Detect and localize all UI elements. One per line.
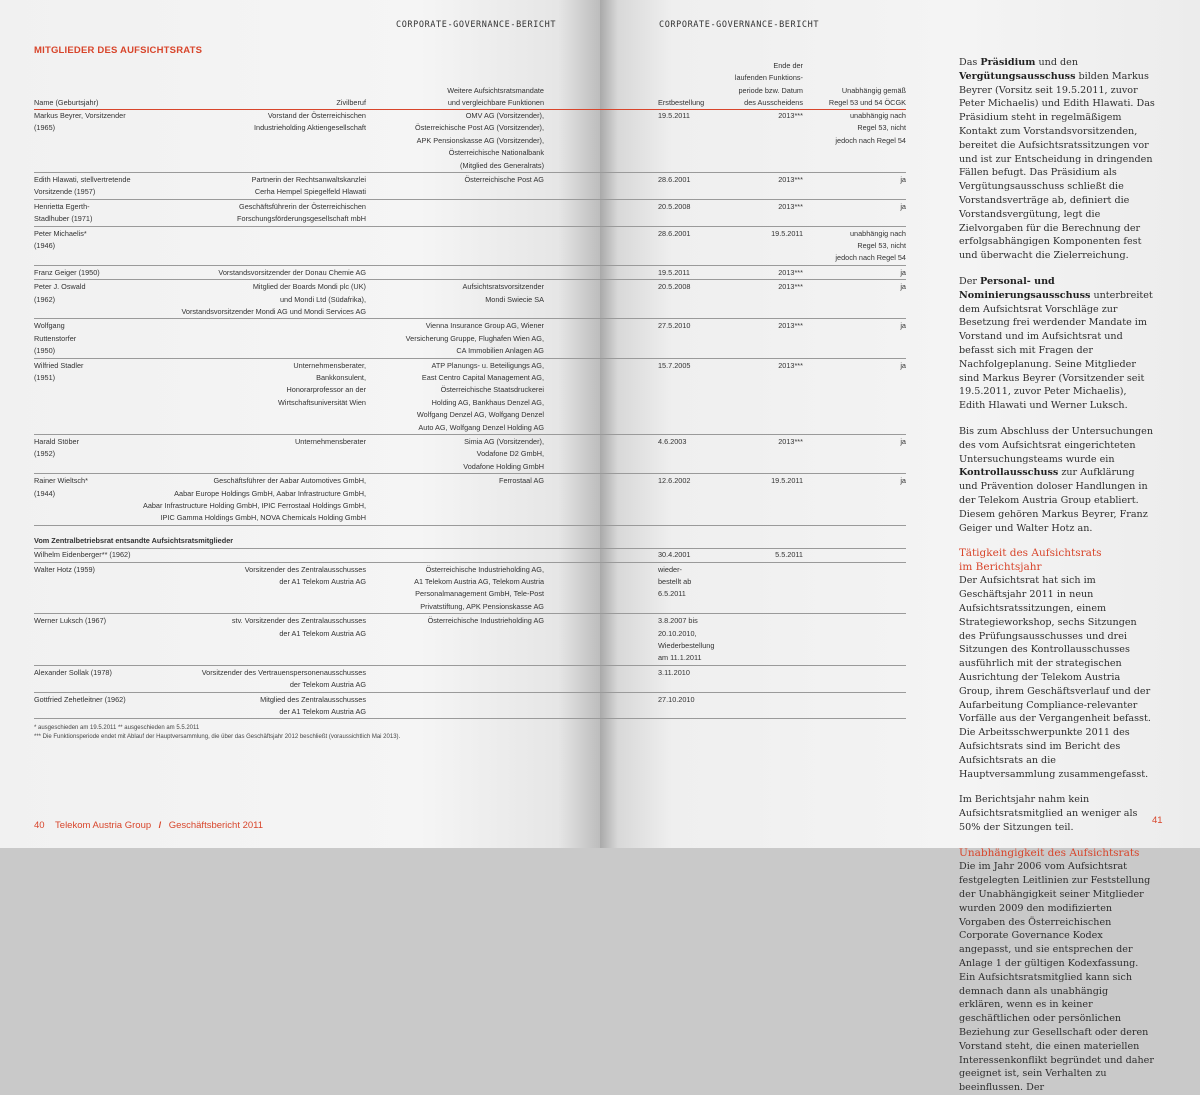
cell-mandate: Österreichische Post AG (Vorsitzender), — [415, 123, 544, 133]
row-divider — [34, 473, 906, 474]
cell-beruf: der A1 Telekom Austria AG — [279, 628, 366, 638]
cell-mandate: Privatstiftung, APK Pensionskasse AG — [420, 601, 544, 611]
column-header-name: Name (Geburtsjahr) — [34, 98, 99, 107]
paragraph-text: Das — [959, 57, 981, 68]
cell-mandate: OMV AG (Vorsitzender), — [465, 111, 544, 120]
cell-unab: unabhängig nach — [850, 111, 906, 120]
side-text-column — [959, 56, 1155, 1095]
cell-name: (1944) — [34, 488, 56, 498]
cell-unab: ja — [900, 437, 906, 446]
cell-beruf: der Telekom Austria AG — [289, 680, 366, 690]
footnote: *** Die Funktionsperiode endet mit Ablauf der Hauptversammlung, die über das Geschäftsjahr 2012 beschließt (voraussichtlich Mai 2013). — [34, 734, 401, 741]
paragraph-text: unterbreitet dem Aufsichtsrat Vorschläge zur Besetzung frei werdender Mandate im Vorstand und im Aufsichtsrat und befasst sich mit Fragen der Nachfolgeplanung. Seine Mitglieder sind Markus Beyrer (Vorsitzender seit 19.5.2011, zuvor Peter Michaelis), Edith Hlawati und Werner Luksch. — [959, 289, 1153, 412]
paragraph-text: Die im Jahr 2006 vom Aufsichtsrat festgelegten Leitlinien zur Feststellung der Unabhängigkeit seiner Mitglieder wurden 2009 den modifizierten Vorgaben des Österreichischen Corporate Governance Kodex angepasst, und sie entsprechen der Anlage 1 der gültigen Kodexfassung. Ein Aufsichtsratsmitglied kann sich demnach dann als unabhängig erklären, wenn es in keiner geschäftlichen oder persönlichen Beziehung zur Gesellschaft oder deren Vorstand steht, die einen materiellen Interessenkonflikt begründet und daher geeignet ist, sein Verhalten zu beeinflussen. Der — [959, 861, 1154, 1094]
row-divider — [34, 692, 906, 693]
cell-name: Stadlhuber (1971) — [34, 214, 93, 224]
cell-name: (1952) — [34, 449, 56, 459]
cell-mandate: Mondi Swiecie SA — [485, 294, 544, 304]
cell-erst: 6.5.2011 — [658, 589, 686, 599]
row-divider — [34, 613, 906, 614]
row-divider — [34, 525, 906, 526]
cell-erst: 20.5.2008 — [658, 201, 691, 211]
cell-unab: jedoch nach Regel 54 — [835, 253, 906, 263]
paragraph-p1 — [959, 56, 1155, 263]
paragraph-text: Im Berichtsjahr nahm kein Aufsichtsratsmitglied an weniger als 50% der Sitzungen teil. — [959, 794, 1138, 834]
footer-report: Geschäftsbericht 2011 — [168, 820, 264, 831]
row-divider — [34, 434, 906, 435]
cell-unab: ja — [900, 175, 906, 184]
cell-mandate: Österreichische Nationalbank — [448, 148, 544, 158]
cell-erst: 27.10.2010 — [658, 694, 695, 704]
cell-beruf: Partnerin der Rechtsanwaltskanzlei — [251, 175, 366, 184]
bold-term: Personal- und Nominierungsausschuss — [959, 275, 1091, 301]
paragraph-text: Der — [959, 275, 981, 287]
cell-name: Alexander Sollak (1978) — [34, 667, 112, 677]
cell-unab: Regel 53, nicht — [857, 123, 906, 133]
cell-erst: 12.6.2002 — [658, 476, 691, 486]
cell-beruf: der A1 Telekom Austria AG — [279, 707, 366, 716]
cell-ende: 2013*** — [778, 175, 803, 184]
paragraph-p6 — [959, 860, 1155, 1095]
cell-erst: 3.8.2007 bis — [658, 616, 698, 626]
cell-erst: 15.7.2005 — [658, 360, 691, 370]
row-divider — [34, 172, 906, 173]
cell-beruf: stv. Vorsitzender des Zentralausschusses — [231, 616, 366, 626]
cell-erst: 3.11.2010 — [658, 667, 690, 677]
cell-beruf: Industrieholding Aktiengesellschaft — [254, 123, 366, 133]
cell-ende: 2013*** — [778, 437, 803, 446]
side-heading-h2 — [959, 847, 1155, 861]
cell-unab: ja — [900, 201, 906, 211]
cell-beruf: und Mondi Ltd (Südafrika), — [280, 294, 366, 304]
cell-unab: ja — [900, 267, 906, 277]
paragraph-text: und den — [1035, 57, 1079, 68]
cell-mandate: Vodafone D2 GmbH, — [476, 449, 544, 459]
cell-ende: 2013*** — [778, 282, 803, 292]
paragraph-p2 — [959, 275, 1155, 413]
cell-beruf: Mitglied der Boards Mondi plc (UK) — [252, 282, 366, 292]
cell-mandate: (Mitglied des Generalrats) — [460, 160, 544, 170]
cell-mandate: Österreichische Industrieholding AG — [427, 616, 544, 626]
heading-line: Tätigkeit des Aufsichtsrats — [959, 547, 1102, 560]
column-header-ende: laufenden Funktions- — [734, 73, 803, 83]
row-divider — [34, 665, 906, 666]
cell-erst: 20.5.2008 — [658, 282, 691, 292]
cell-name: Henrietta Egerth- — [34, 201, 90, 211]
cell-ende: 2013*** — [778, 201, 803, 211]
cell-beruf: Mitglied des Zentralausschusses — [260, 694, 366, 704]
column-header-mandate: Weitere Aufsichtsratsmandate — [447, 85, 544, 95]
cell-unab: Regel 53, nicht — [857, 241, 906, 250]
paragraph-p4 — [959, 574, 1155, 781]
heading-line: Unabhängigkeit des Aufsichtsrats — [959, 846, 1140, 859]
column-header-beruf: Zivilberuf — [336, 98, 366, 107]
row-divider — [34, 199, 906, 200]
cell-name: Rainer Wieltsch* — [34, 476, 88, 486]
cell-name: Peter Michaelis* — [34, 228, 87, 238]
cell-mandate: Versicherung Gruppe, Flughafen Wien AG, — [405, 333, 544, 343]
column-header-ende: des Ausscheidens — [744, 98, 803, 107]
cell-beruf: Geschäftsführerin der Österreichischen — [239, 201, 366, 211]
cell-name: Ruttenstorfer — [34, 333, 77, 343]
paragraph-p5 — [959, 793, 1155, 834]
cell-unab: jedoch nach Regel 54 — [835, 135, 906, 145]
cell-beruf: Cerha Hempel Spiegelfeld Hlawati — [254, 187, 366, 197]
paragraph-text: bilden Markus Beyrer (Vorsitz seit 19.5.2011, zuvor Peter Michaelis) und Edith Hlawati. Das Präsidium steht in regelmäßigem Kontakt zum Vorstandsvorsitzenden, bereitet die Aufsichtsratssitzungen vor und ist zur Entscheidung in dringenden Fällen befugt. Das Präsidium als Vergütungsausschuss schließt die Vorstandsverträge ab, definiert die Vorstandsvergütung, legt die Zielvorgaben für die Berechnung der erfolgsabhängigen Komponenten fest und überwacht die Zielerreichung. — [959, 70, 1155, 262]
running-header: CORPORATE-GOVERNANCE-BERICHT — [659, 20, 820, 30]
cell-mandate: Österreichische Industrieholding AG, — [425, 564, 544, 574]
row-divider — [34, 226, 906, 227]
cell-beruf: Vorstandsvorsitzender der Donau Chemie AG — [218, 267, 366, 277]
column-header-mandate: und vergleichbare Funktionen — [447, 98, 544, 107]
table-footnotes — [34, 724, 400, 742]
cell-mandate: Vodafone Holding GmbH — [463, 461, 544, 471]
cell-name: Wolfgang — [34, 321, 65, 331]
column-header-erst: Erstbestellung — [658, 98, 705, 107]
cell-unab: ja — [900, 476, 906, 486]
cell-name: Vorsitzende (1957) — [34, 187, 96, 197]
cell-beruf: Unternehmensberater, — [293, 360, 366, 370]
cell-name: Markus Beyrer, Vorsitzender — [34, 111, 126, 120]
cell-beruf: Aabar Infrastructure Holding GmbH, IPIC Ferrostaal Holdings GmbH, — [142, 501, 366, 510]
cell-name: Werner Luksch (1967) — [34, 616, 107, 626]
cell-beruf: Vorstand der Österreichischen — [267, 111, 366, 120]
cell-name: (1946) — [34, 241, 56, 250]
cell-beruf: der A1 Telekom Austria AG — [279, 577, 366, 586]
cell-name: Gottfried Zehetleitner (1962) — [34, 694, 126, 704]
cell-name: (1950) — [34, 346, 56, 356]
cell-name: (1962) — [34, 294, 56, 304]
cell-unab: ja — [900, 282, 906, 292]
cell-mandate: Wolfgang Denzel AG, Wolfgang Denzel — [416, 410, 544, 420]
cell-erst: 28.6.2001 — [658, 228, 691, 238]
cell-beruf: Bankkonsulent, — [316, 373, 366, 382]
cell-mandate: ATP Planungs- u. Beteiligungs AG, — [431, 360, 544, 370]
subsection-heading: Vom Zentralbetriebsrat entsandte Aufsichtsratsmitglieder — [34, 535, 234, 545]
cell-ende: 2013*** — [778, 267, 803, 277]
cell-mandate: Ferrostaal AG — [498, 476, 544, 486]
cell-mandate: Österreichische Post AG — [464, 175, 544, 184]
cell-beruf: Wirtschaftsuniversität Wien — [278, 397, 366, 407]
column-header-ende: periode bzw. Datum — [738, 85, 803, 95]
cell-mandate: Aufsichtsratsvorsitzender — [462, 282, 544, 292]
cell-name: Peter J. Oswald — [34, 282, 86, 292]
cell-erst: 19.5.2011 — [658, 111, 690, 120]
cell-ende: 2013*** — [778, 111, 803, 120]
cell-mandate: A1 Telekom Austria AG, Telekom Austria — [414, 577, 544, 586]
cell-beruf: Vorsitzender des Zentralausschusses — [244, 564, 366, 574]
cell-mandate: Holding AG, Bankhaus Denzel AG, — [431, 397, 544, 407]
cell-ende: 2013*** — [778, 321, 803, 331]
cell-erst: 4.6.2003 — [658, 437, 687, 446]
cell-unab: ja — [900, 360, 906, 370]
cell-erst: am 11.1.2011 — [658, 653, 702, 663]
running-header: CORPORATE-GOVERNANCE-BERICHT — [396, 20, 557, 30]
cell-beruf: Forschungsförderungsgesellschaft mbH — [237, 214, 366, 224]
side-heading-h1 — [959, 547, 1155, 574]
heading-line: im Berichtsjahr — [959, 560, 1042, 573]
cell-name: Harald Stöber — [34, 437, 80, 446]
cell-mandate: East Centro Capital Management AG, — [421, 373, 544, 382]
cell-erst: 19.5.2011 — [658, 267, 690, 277]
row-divider — [34, 562, 906, 563]
bold-term: Vergütungsausschuss — [959, 70, 1076, 82]
cell-unab: unabhängig nach — [850, 228, 906, 238]
section-title: MITGLIEDER DES AUFSICHTSRATS — [34, 45, 203, 56]
cell-beruf: Vorstandsvorsitzender Mondi AG und Mondi Services AG — [181, 307, 366, 316]
cell-mandate: Auto AG, Wolfgang Denzel Holding AG — [418, 422, 544, 432]
paragraph-text: Der Aufsichtsrat hat sich im Geschäftsjahr 2011 in neun Aufsichtsratssitzungen, einem Strategieworkshop, sechs Sitzungen des Prüfungsausschusses und drei Sitzungen des Kontrollausschusses ausführlich mit der strategischen Ausrichtung der Telekom Austria Group, ihrem Geschäftsverlauf und der Aufarbeitung Compliance-relevanter Vorfälle aus der Vergangenheit befasst. Die Arbeitsschwerpunkte 2011 des Aufsichtsrats sind im Bericht des Aufsichtsrats an die Hauptversammlung zusammengefasst. — [959, 575, 1151, 780]
cell-name: Walter Hotz (1959) — [34, 564, 95, 574]
footnote: * ausgeschieden am 19.5.2011 ** ausgeschieden am 5.5.2011 — [34, 725, 200, 732]
row-divider — [34, 318, 906, 319]
cell-erst: 27.5.2010 — [658, 321, 691, 331]
cell-name: Wilfried Stadler — [34, 360, 84, 370]
cell-erst: Wiederbestellung — [658, 641, 715, 650]
cell-ende: 19.5.2011 — [771, 476, 803, 486]
page-number: 41 — [1152, 815, 1163, 826]
cell-beruf: IPIC Gamma Holdings GmbH, NOVA Chemicals Holding GmbH — [160, 513, 366, 523]
row-divider — [34, 279, 906, 280]
footer-company: Telekom Austria Group — [55, 820, 152, 831]
row-divider — [34, 358, 906, 359]
bold-term: Kontrollausschuss — [959, 467, 1059, 479]
cell-name: (1965) — [34, 123, 56, 133]
cell-erst: wieder- — [658, 564, 682, 574]
cell-beruf: Honorarprofessor an der — [286, 385, 366, 395]
row-divider — [34, 718, 906, 719]
cell-beruf: Unternehmensberater — [295, 437, 366, 446]
column-header-unab: Unabhängig gemäß — [841, 85, 906, 95]
cell-erst: 20.10.2010, — [658, 628, 697, 638]
cell-name: Wilhelm Eidenberger** (1962) — [34, 550, 131, 560]
cell-beruf: Aabar Europe Holdings GmbH, Aabar Infrastructure GmbH, — [174, 488, 366, 498]
cell-ende: 19.5.2011 — [771, 228, 803, 238]
cell-ende: 2013*** — [778, 360, 803, 370]
bold-term: Präsidium — [980, 57, 1036, 68]
cell-mandate: Personalmanagement GmbH, Tele-Post — [415, 589, 544, 599]
row-divider — [34, 265, 906, 266]
cell-name: Edith Hlawati, stellvertretende — [34, 175, 131, 184]
paragraph-text: Bis zum Abschluss der Untersuchungen des vom Aufsichtsrat eingerichteten Untersuchungsteams wurde ein — [959, 425, 1154, 465]
cell-name: Franz Geiger (1950) — [34, 267, 100, 277]
cell-mandate: CA Immobilien Anlagen AG — [456, 346, 544, 356]
footer-slash-icon: / — [158, 820, 162, 831]
cell-ende: 5.5.2011 — [775, 550, 803, 560]
cell-mandate: Österreichische Staatsdruckerei — [440, 385, 544, 395]
cell-mandate: APK Pensionskasse AG (Vorsitzender), — [416, 135, 544, 145]
cell-erst: 28.6.2001 — [658, 175, 691, 184]
page-number: 40 — [34, 820, 45, 831]
cell-name: (1951) — [34, 373, 56, 382]
cell-unab: ja — [900, 321, 906, 331]
cell-mandate: Simia AG (Vorsitzender), — [464, 437, 544, 446]
paragraph-text: zur Aufklärung und Prävention doloser Handlungen in der Telekom Austria Group etabliert. Diesem gehören Markus Beyrer, Franz Geiger und Walter Hotz an. — [959, 467, 1148, 534]
column-header-ende: Ende der — [773, 60, 803, 70]
cell-mandate: Vienna Insurance Group AG, Wiener — [425, 321, 544, 331]
column-header-unab: Regel 53 und 54 ÖCGK — [828, 98, 906, 107]
cell-erst: 30.4.2001 — [658, 550, 691, 560]
cell-beruf: Vorsitzender des Vertrauenspersonenausschusses — [201, 667, 366, 677]
cell-erst: bestellt ab — [658, 577, 692, 586]
paragraph-p3 — [959, 425, 1155, 535]
cell-beruf: Geschäftsführer der Aabar Automotives GmbH, — [213, 476, 366, 486]
